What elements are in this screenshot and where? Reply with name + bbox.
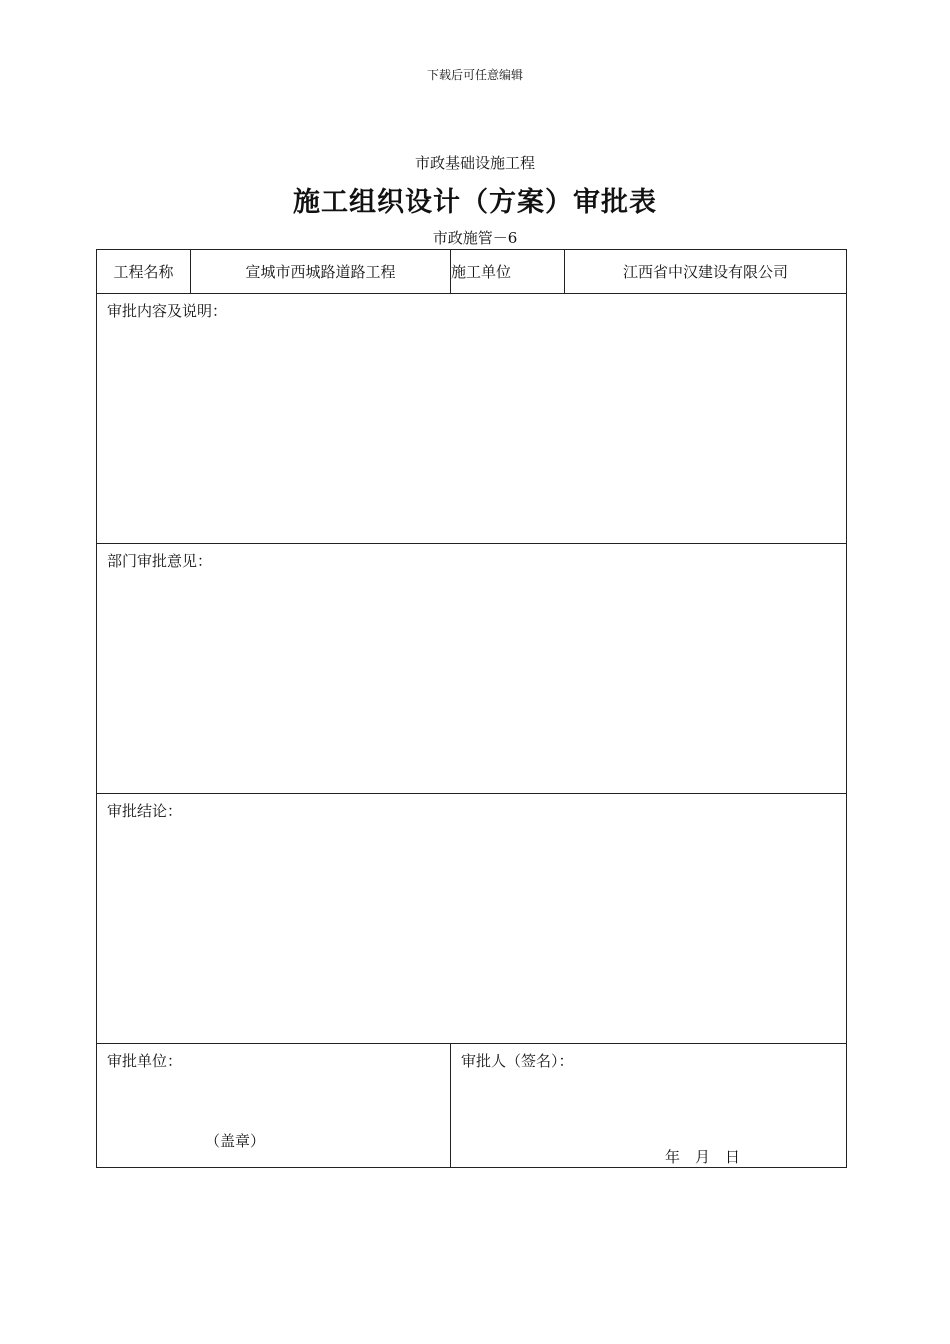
- conclusion-label: 审批结论：: [107, 802, 183, 820]
- dept-opinion-row: [97, 544, 847, 794]
- project-info-row: [97, 250, 847, 294]
- form-subtitle: 市政基础设施工程: [414, 154, 535, 172]
- dept-opinion-field[interactable]: [97, 544, 847, 794]
- content-section-row: [97, 294, 847, 544]
- dept-opinion-label: 部门审批意见：: [107, 552, 213, 570]
- approval-content-field[interactable]: [97, 294, 847, 544]
- project-name-label: 工程名称: [97, 250, 191, 294]
- contractor-label: 施工单位: [451, 250, 565, 294]
- seal-label: （盖章）: [205, 1132, 266, 1150]
- approver-label: 审批人（签名）：: [461, 1052, 574, 1070]
- approval-unit-label: 审批单位：: [107, 1052, 183, 1070]
- header-note: 下载后可任意编辑: [426, 68, 523, 82]
- signoff-row: [97, 1044, 847, 1168]
- approval-unit-field[interactable]: [97, 1044, 451, 1168]
- approval-form-table: [96, 249, 847, 1168]
- approver-signature-field[interactable]: [451, 1044, 847, 1168]
- project-name-value[interactable]: 宣城市西城路道路工程: [191, 250, 451, 294]
- approval-content-label: 审批内容及说明：: [107, 302, 228, 320]
- form-code: 市政施管－6: [432, 229, 518, 247]
- conclusion-field[interactable]: [97, 794, 847, 1044]
- contractor-value[interactable]: 江西省中汉建设有限公司: [565, 250, 847, 294]
- form-title: 施工组织设计（方案）审批表: [293, 187, 657, 218]
- conclusion-row: [97, 794, 847, 1044]
- date-label: 年 月 日: [665, 1148, 741, 1166]
